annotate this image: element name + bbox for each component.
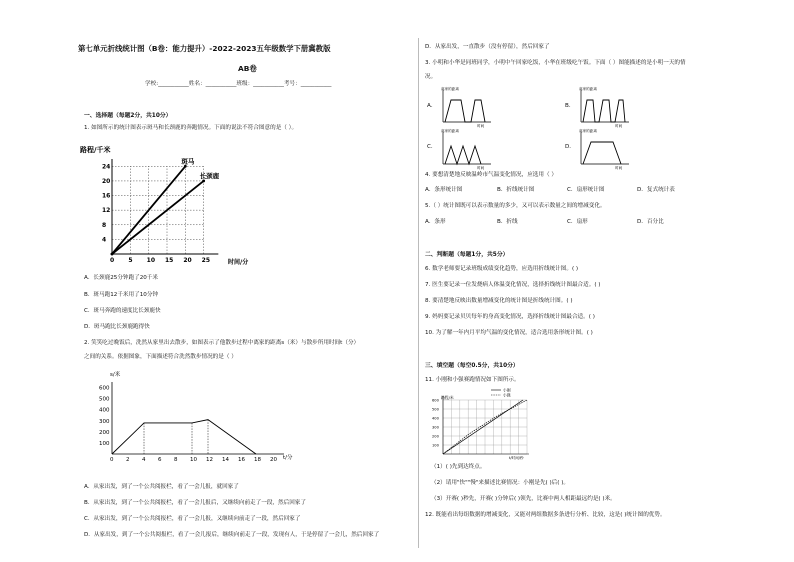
question-3-stem-line1: 3. 小明和小华是同班同学，小明中午回家吃饭，小华在班级吃午饭。下面（ ）图能描述的是小明一天的情 [425, 60, 686, 66]
chart2-y-tick: 200 [99, 429, 110, 436]
question-3-stem-line2: 况。 [425, 74, 437, 80]
q3-graph-b [577, 84, 633, 128]
fill-item: （2）请用"快""慢"来描述比赛情况：小刚是先( )后( )。 [431, 480, 570, 486]
race-y-tick: 300 [432, 425, 439, 430]
q5-option-b: B．折线 [497, 219, 518, 225]
page-title: 第七单元折线统计图（B卷：能力提升）-2022-2023五年级数学下册冀教版 [78, 44, 331, 53]
chart2-x-tick: 8 [174, 457, 178, 463]
question-2-stem-line2: 之间的关系。依据图象，下面描述符合洗然散步情况的是（ ） [84, 354, 237, 360]
judge-item: 6. 数学老师要记录班级成绩变化趋势，应选用折线统计图。( ) [425, 266, 579, 272]
zebra-giraffe-line-chart [78, 140, 258, 272]
chart1-point [111, 253, 114, 256]
q4-option-b: B．折线统计图 [497, 187, 535, 193]
svg-text:时间: 时间 [477, 124, 485, 128]
q3-option-b-label: B． [565, 103, 575, 109]
svg-text:时间: 时间 [615, 166, 623, 170]
svg-text:路程/米: 路程/米 [441, 395, 454, 400]
chart2-x-tick: 16 [238, 457, 245, 463]
chart1-giraffe-line [112, 181, 204, 254]
chart1-y-tick: 16 [102, 192, 111, 200]
section-choice-heading: 一、选择题（每题2分，共10分） [84, 113, 172, 119]
chart2-x-tick: 18 [254, 457, 261, 463]
chart2-x-tick: 2 [126, 457, 130, 463]
q4-option-a: A．条形统计图 [425, 187, 463, 193]
q3-option-a-label: A． [427, 103, 437, 109]
q1-option-b: B．斑马跑12千米用了10分钟 [84, 292, 159, 298]
q3-graph-c [439, 126, 495, 170]
q3-graph-d [577, 126, 633, 170]
chart1-y-tick: 8 [102, 221, 107, 229]
chart1-point [202, 180, 205, 183]
legend-xiaogang: 小刚 [503, 387, 511, 393]
chart1-y-tick: 4 [102, 236, 107, 244]
column-divider [418, 38, 419, 548]
section-judge-heading: 二、判断题（每题1分，共5分） [425, 252, 509, 258]
fill-item: （3）开赛( )秒先，开赛( )分钟后( )领先，比赛中两人相距最远约是( )米。 [431, 496, 616, 502]
q5-option-a: A．条形 [425, 219, 446, 225]
page-subtitle: AB卷 [238, 64, 257, 73]
chart1-xlabel: 时间/分 [228, 259, 249, 266]
q1-option-d: D．斑马跑比长颈鹿跑得快 [84, 324, 150, 330]
chart1-y-tick: 24 [102, 163, 111, 171]
chart1-x-tick: 10 [146, 257, 156, 264]
question-2-stem-line1: 2. 笑笑吃过晚饭后，洗然从家里出去散步，如图表示了他散步过程中离家的距离s（米）与散步所用时间t（分） [84, 340, 360, 346]
chart2-y-tick: 500 [99, 396, 110, 403]
fill-item: （1）( )先到达终点。 [431, 464, 486, 470]
question-1-stem: 1. 如图所示的统计图表示斑马和长颈鹿的奔跑情况。下面的说法不符合图意的是（ ）。 [84, 125, 298, 131]
q2-option-c: C．从家出发，到了一个公共阅报栏，看了一会儿报，又继续向前走了一段，然后回家了 [84, 516, 301, 522]
chart1-x-tick: 20 [183, 257, 192, 264]
q2-option-b: B．从家出发，到了一个公共阅报栏，看了一会儿报后，又继续向前走了一段，然后回家了 [84, 500, 306, 506]
chart2-x-tick: 0 [110, 457, 114, 463]
chart1-x-tick: 25 [201, 257, 211, 264]
question-5-stem: 5.（ ）统计图既可以表示数量的多少，又可以表示数量之间的增减变化。 [425, 203, 606, 209]
chart2-ylabel: s/米 [110, 372, 121, 378]
chart1-ylabel: 路程/千米 [80, 146, 111, 154]
chart2-y-tick: 300 [99, 418, 110, 425]
chart1-x-tick: 5 [128, 257, 133, 264]
question-4-stem: 4. 要想清楚地反映温岭市气温变化情况，应选用（ ） [425, 172, 557, 178]
chart2-x-tick: 6 [158, 457, 162, 463]
svg-text:离家的距离: 离家的距离 [579, 87, 597, 91]
q2-option-d-continued: D．从家出发，一直散步（没有停留），然后回家了 [425, 44, 550, 50]
chart2-y-tick: 400 [99, 407, 110, 414]
q1-option-c: C．斑马奔跑的速度比长颈鹿快 [84, 308, 161, 314]
chart1-x-tick: 15 [165, 257, 174, 264]
chart1-series-giraffe-label: 长颈鹿 [199, 171, 220, 180]
q3-option-c-label: C． [427, 144, 437, 150]
race-y-tick: 400 [432, 416, 439, 421]
q1-option-a: A．长颈鹿25分钟跑了20千米 [84, 275, 159, 281]
chart2-distance-line [112, 420, 256, 454]
chart1-x-tick: 0 [110, 257, 115, 264]
svg-text:时间: 时间 [615, 124, 623, 128]
q3-option-d-label: D． [565, 144, 575, 150]
chart2-x-tick: 4 [142, 457, 146, 463]
chart2-x-tick: 12 [206, 457, 213, 463]
chart2-y-tick: 100 [99, 440, 110, 447]
race-line-chart [429, 386, 539, 460]
q2-option-a: A．从家出发，到了一个公共阅报栏，看了一会儿报，就回家了 [84, 484, 239, 490]
legend-xiaoqiang: 小强 [503, 392, 511, 398]
q5-option-d: D．百分比 [637, 219, 664, 225]
walk-distance-line-chart [78, 366, 308, 478]
q5-option-c: C．扇形 [567, 219, 588, 225]
svg-text:时间: 时间 [477, 166, 485, 170]
svg-text:离家的距离: 离家的距离 [579, 129, 597, 133]
chart1-point [184, 165, 187, 168]
race-y-tick: 500 [432, 407, 439, 412]
student-info-line: 学校:___________姓名：___________班级：___________考号：___________ [145, 81, 332, 87]
judge-item: 10. 为了解一年内月平均气温的变化情况，适合选用条形统计图。( ) [425, 330, 593, 336]
question-11-stem: 11. 小刚和小强赛跑情况如下图所示。 [425, 377, 520, 383]
judge-item: 7. 医生要记录一位发烧病人体温变化情况，选择折线统计图最合适。( ) [425, 282, 601, 288]
q3-graph-a [439, 84, 495, 128]
chart2-x-tick: 14 [222, 457, 229, 463]
question-12: 12. 既能看出每组数据的增减变化，又能对两组数据多条进行分析、比较，这是( )统计图的优势。 [425, 512, 666, 518]
q2-option-d: D．从家出发，到了一个公共阅报栏，看了一会儿报后，继续向前走了一段，发现有人，于是停留了一会儿，然后回家了 [84, 532, 380, 538]
svg-text:t/时间/秒: t/时间/秒 [509, 456, 524, 460]
chart2-x-tick: 10 [190, 457, 197, 463]
chart2-x-tick: 20 [270, 457, 277, 463]
section-fill-heading: 三、填空题（每空0.5分，共10分） [425, 363, 519, 369]
chart1-y-tick: 12 [102, 207, 111, 215]
svg-text:离家的距离: 离家的距离 [441, 87, 459, 91]
race-y-tick: 200 [432, 434, 439, 439]
svg-text:离家的距离: 离家的距离 [441, 129, 459, 133]
judge-item: 9. 妈妈要记录贝贝每年的身高变化情况，选择折线统计图最合适。( ) [425, 314, 595, 320]
chart1-y-tick: 20 [102, 177, 111, 185]
chart2-xlabel: t/分 [283, 455, 293, 461]
q4-option-c: C．扇形统计图 [567, 187, 605, 193]
race-y-tick: 600 [432, 398, 439, 403]
q4-option-d: D．复式统计表 [637, 187, 675, 193]
judge-item: 8. 要清楚地反映出数量增减变化的统计图是折线统计图。( ) [425, 298, 573, 304]
chart2-y-tick: 600 [99, 385, 110, 392]
chart1-series-zebra-label: 斑马 [181, 157, 195, 166]
race-y-tick: 100 [432, 443, 439, 448]
